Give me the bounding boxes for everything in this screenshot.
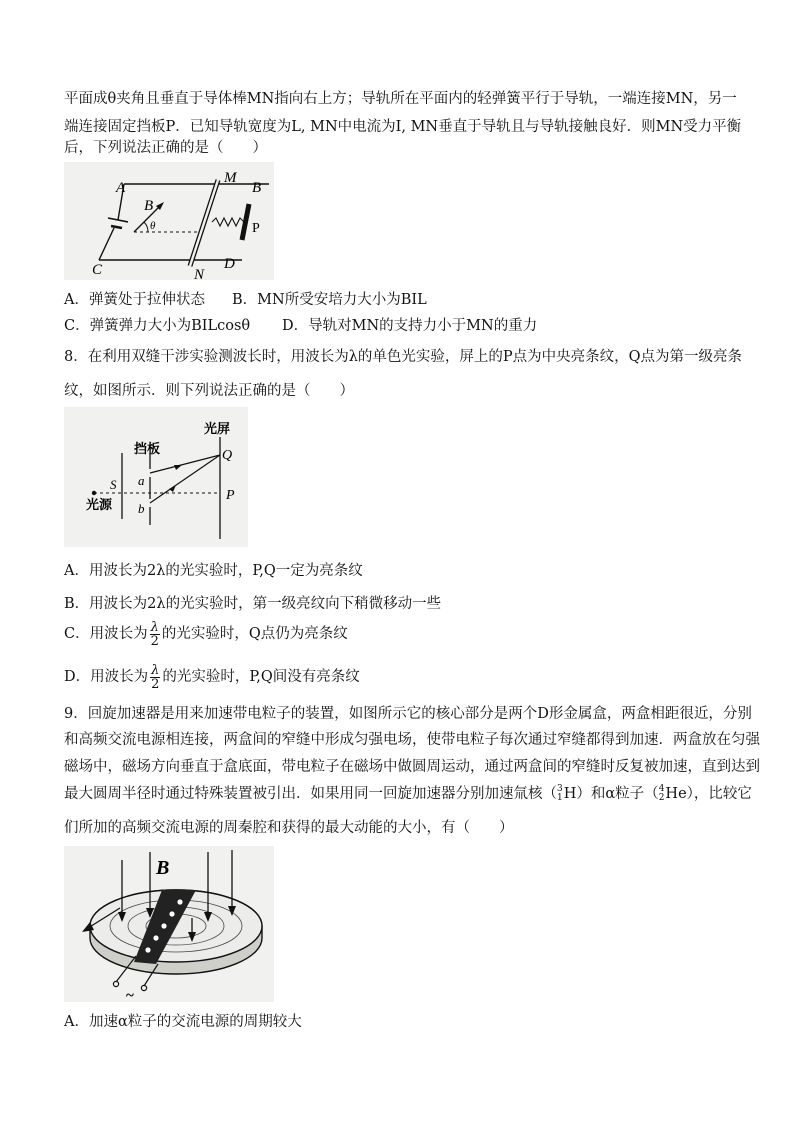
q7-label-m: M — [224, 170, 237, 186]
q9-helium-mass: 4 — [658, 784, 665, 794]
q9-figure — [64, 846, 274, 1002]
q8-option-d-prefix: D．用波长为 — [64, 669, 149, 685]
q9-tritium-mass: 3 — [557, 784, 563, 794]
q9-line4-prefix: 最大圆周半径时通过特殊装置被引出．如果用同一回旋加速器分别加速氚核（ — [64, 786, 557, 802]
q8-option-c-prefix: C．用波长为 — [64, 626, 148, 642]
q8-option-d — [64, 663, 360, 691]
q8-label-a: a — [138, 473, 145, 488]
q9-helium-charge: 2 — [658, 793, 665, 803]
q7-stem-line-1: 平面成θ夹角且垂直于导体棒MN指向右上方；导轨所在平面内的轻弹簧平行于导轨，一端连接MN，另一 — [64, 91, 737, 107]
q7-label-d: D — [224, 256, 235, 272]
q8-option-c-suffix: 的光实验时，Q点仍为亮条纹 — [161, 626, 348, 642]
q7-label-n: N — [194, 267, 205, 280]
q9-option-a: A．加速α粒子的交流电源的周期较大 — [64, 1014, 302, 1030]
q7-option-c: C．弹簧弹力大小为BILcosθ — [64, 318, 251, 334]
q7-stem-line-3: 后，下列说法正确的是（ ） — [64, 140, 267, 156]
q7-label-c: C — [92, 262, 103, 278]
q8-option-d-numerator: λ — [151, 662, 160, 678]
q7-label-theta: θ — [150, 220, 156, 232]
q9-tritium-charge: 1 — [557, 793, 563, 803]
q9-stem-line-2: 和高频交流电源相连接，两盒间的窄缝中形成匀强电场，使带电粒子每次通过窄缝都得到加速．两盒放在匀强 — [64, 732, 760, 748]
q7-label-p: P — [252, 221, 260, 236]
q9-helium-nuclide — [659, 785, 665, 803]
q7-figure — [64, 162, 274, 280]
q8-option-d-fraction — [150, 664, 160, 691]
q9-line4-suffix: ），比较它 — [686, 786, 752, 802]
q7-label-b-rail: B — [252, 180, 262, 196]
q9-label-ac-source: ~ — [126, 988, 134, 1002]
q8-label-b: b — [138, 501, 145, 516]
q9-line4-middle: ）和α粒子（ — [576, 786, 659, 802]
q8-label-p: P — [226, 488, 235, 503]
q8-option-c — [64, 620, 348, 648]
q8-option-c-fraction — [150, 621, 160, 648]
q8-option-d-denominator: 2 — [151, 676, 160, 692]
q8-option-c-numerator: λ — [150, 619, 159, 635]
q8-option-a: A．用波长为2λ的光实验时，P,Q一定为亮条纹 — [64, 563, 363, 579]
q9-helium-symbol: He — [665, 786, 687, 802]
q7-option-b: B．MN所受安培力大小为BIL — [232, 292, 427, 308]
q8-stem-line-1: 8．在利用双缝干涉实验测波长时，用波长为λ的单色光实验，屏上的P点为中央亮条纹，Q点为第一级亮条 — [64, 349, 743, 365]
q8-label-baffle: 挡板 — [134, 441, 161, 456]
q9-stem-line-1: 9．回旋加速器是用来加速带电粒子的装置，如图所示它的核心部分是两个D形金属盒，两盒相距很近，分别 — [64, 706, 752, 722]
q8-figure — [64, 407, 248, 547]
q8-option-d-suffix: 的光实验时，P,Q间没有亮条纹 — [162, 669, 360, 685]
q7-option-d: D．导轨对MN的支持力小于MN的重力 — [282, 318, 538, 334]
q8-label-source: 光源 — [86, 497, 113, 512]
q9-tritium-nuclide — [557, 785, 563, 803]
q7-label-a: A — [116, 180, 126, 196]
q8-label-s: S — [110, 477, 117, 492]
q8-label-screen: 光屏 — [204, 421, 231, 436]
q8-option-c-denominator: 2 — [150, 633, 159, 649]
q8-option-b: B．用波长为2λ的光实验时，第一级亮纹向下稍微移动一些 — [64, 596, 442, 612]
q9-label-b: B — [156, 857, 170, 879]
q8-label-q: Q — [222, 448, 233, 463]
q7-stem-line-2: 端连接固定挡板P．已知导轨宽度为L, MN中电流为I, MN垂直于导轨且与导轨接触良好．则MN受力平衡 — [64, 119, 742, 135]
q9-tritium-symbol: H — [563, 786, 577, 802]
q9-stem-line-3: 磁场中，磁场方向垂直于盒底面，带电粒子在磁场中做圆周运动，通过两盒间的窄缝时反复被加速，直到达到 — [64, 759, 760, 775]
q9-stem-line-4 — [64, 782, 752, 806]
q9-stem-line-5: 们所加的高频交流电源的周秦腔和获得的最大动能的大小，有（ ） — [64, 820, 514, 836]
q7-label-b-field: B — [144, 198, 154, 214]
q7-option-a: A．弹簧处于拉伸状态 — [64, 292, 205, 308]
q8-stem-line-2: 纹，如图所示．则下列说法正确的是（ ） — [64, 383, 354, 399]
